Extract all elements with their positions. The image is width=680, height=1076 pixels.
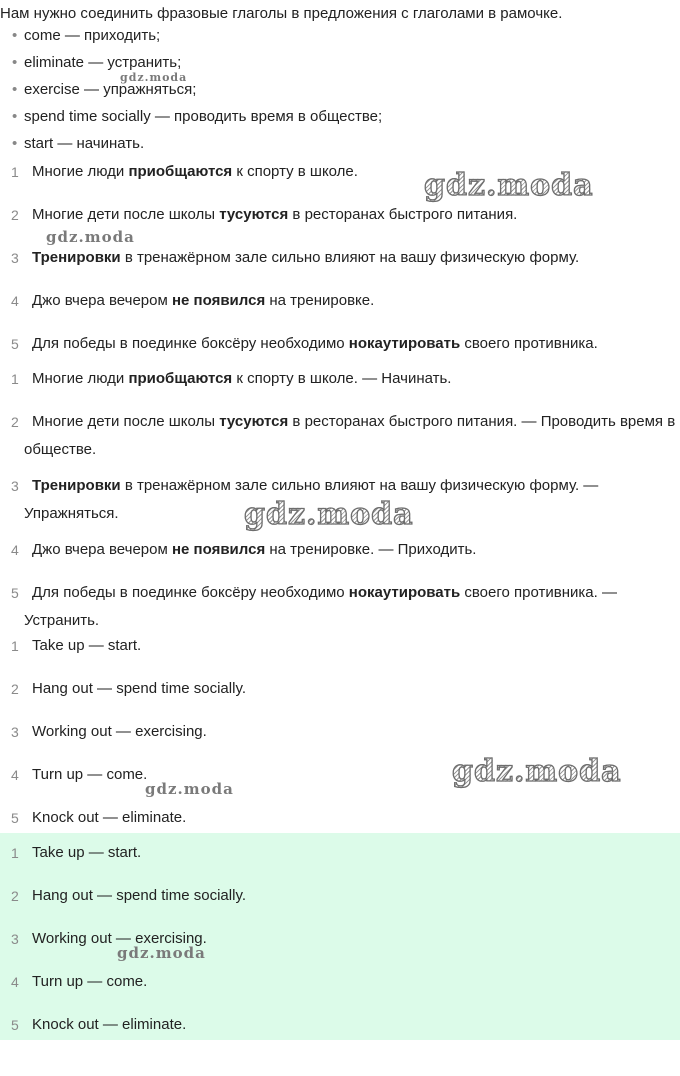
item-number: 3 [11, 250, 19, 266]
sentence-pre: Многие люди [32, 163, 129, 180]
watermark: gdz.moda [145, 780, 234, 798]
watermark: gdz.moda [244, 497, 414, 532]
list-item [12, 134, 382, 161]
list-item [0, 536, 680, 579]
sentence-verb: нокаутировать [348, 335, 461, 352]
intro-text: Нам нужно соединить фразовые глаголы в предложения с глаголами в рамочке. [0, 5, 563, 22]
sentence-verb: нокаутировать [348, 584, 461, 601]
bullet-icon: • [12, 135, 18, 152]
sentence-post: в ресторанах быстрого питания. — Проводить время в обществе. [24, 413, 676, 458]
answer-text: Turn up — come. [32, 973, 148, 990]
item-number: 4 [11, 542, 19, 558]
sentence-pre: Многие дети после школы [32, 206, 220, 223]
item-number: 1 [11, 164, 19, 180]
list-item [0, 408, 680, 472]
item-number: 2 [11, 681, 19, 697]
verb-item: come — приходить; [24, 27, 161, 44]
sentence-post: к спорту в школе. [232, 163, 358, 180]
list-item [0, 1011, 680, 1054]
bullet-icon: • [12, 27, 18, 44]
list-item [0, 761, 680, 804]
answer-text: Knock out — eliminate. [32, 1016, 187, 1033]
sentence-verb: приобщаются [128, 163, 233, 180]
answer-text: Take up — start. [32, 844, 142, 861]
list-item [0, 718, 680, 761]
sentence-post: в тренажёрном зале сильно влияют на вашу физическую форму. [120, 249, 580, 266]
answer-text: Working out — exercising. [32, 723, 207, 740]
item-number: 3 [11, 478, 19, 494]
list-item [12, 26, 382, 53]
sentence-pre: Для победы в поединке боксёру необходимо [32, 335, 349, 352]
bullet-icon: • [12, 81, 18, 98]
item-number: 2 [11, 888, 19, 904]
item-number: 1 [11, 845, 19, 861]
list-item [0, 925, 680, 968]
sentence-post: в ресторанах быстрого питания. [288, 206, 518, 223]
verb-item: exercise — упражняться; [24, 81, 197, 98]
final-answer-list [0, 839, 680, 1054]
item-number: 1 [11, 371, 19, 387]
sentence-verb: тусуются [219, 206, 289, 223]
answer-text: Working out — exercising. [32, 930, 207, 947]
answer-text: Knock out — eliminate. [32, 809, 187, 826]
watermark: gdz.moda [424, 168, 594, 203]
item-number: 3 [11, 724, 19, 740]
sentence-pre: Многие дети после школы [32, 413, 220, 430]
sentence-pre: Джо вчера вечером [32, 292, 172, 309]
list-item [12, 53, 382, 80]
verb-list [12, 26, 382, 161]
item-number: 5 [11, 585, 19, 601]
item-number: 4 [11, 293, 19, 309]
sentence-pre: Джо вчера вечером [32, 541, 172, 558]
answer-list-en [0, 632, 680, 847]
verb-item: start — начинать. [24, 135, 145, 152]
item-number: 1 [11, 638, 19, 654]
answer-list-ru [0, 365, 680, 643]
answer-text: Hang out — spend time socially. [32, 680, 246, 697]
list-item [0, 968, 680, 1011]
sentence-pre: Многие люди [32, 370, 129, 387]
sentence-list [0, 158, 680, 373]
list-item [0, 472, 680, 536]
list-item [0, 244, 680, 287]
list-item [0, 675, 680, 718]
sentence-post: на тренировке. [265, 292, 375, 309]
item-number: 5 [11, 336, 19, 352]
verb-item: spend time socially — проводить время в обществе; [24, 108, 383, 125]
sentence-verb: тусуются [219, 413, 289, 430]
sentence-verb: Тренировки [32, 249, 121, 266]
watermark: gdz.moda [452, 754, 622, 789]
bullet-icon: • [12, 108, 18, 125]
list-item [0, 839, 680, 882]
item-number: 4 [11, 974, 19, 990]
list-item [0, 882, 680, 925]
sentence-verb: приобщаются [128, 370, 233, 387]
watermark: gdz.moda [117, 944, 206, 962]
sentence-pre: Для победы в поединке боксёру необходимо [32, 584, 349, 601]
answer-text: Take up — start. [32, 637, 142, 654]
item-number: 3 [11, 931, 19, 947]
list-item [0, 158, 680, 201]
answer-text: Hang out — spend time socially. [32, 887, 246, 904]
list-item [12, 107, 382, 134]
list-item [0, 365, 680, 408]
item-number: 5 [11, 1017, 19, 1033]
verb-item: eliminate — устранить; [24, 54, 182, 71]
sentence-post: к спорту в школе. — Начинать. [232, 370, 452, 387]
answer-text: Turn up — come. [32, 766, 148, 783]
list-item [12, 80, 382, 107]
item-number: 5 [11, 810, 19, 826]
item-number: 2 [11, 207, 19, 223]
sentence-verb: не появился [171, 292, 266, 309]
item-number: 2 [11, 414, 19, 430]
sentence-post: в тренажёрном зале сильно влияют на вашу физическую форму. — Упражняться. [24, 477, 599, 522]
bullet-icon: • [12, 54, 18, 71]
sentence-verb: не появился [171, 541, 266, 558]
watermark: gdz.moda [46, 228, 135, 246]
list-item [0, 201, 680, 244]
sentence-post: своего противника. — Устранить. [24, 584, 617, 629]
sentence-post: на тренировке. — Приходить. [265, 541, 477, 558]
list-item [0, 287, 680, 330]
item-number: 4 [11, 767, 19, 783]
sentence-post: своего противника. [460, 335, 598, 352]
watermark: gdz.moda [120, 71, 188, 84]
list-item [0, 632, 680, 675]
sentence-verb: Тренировки [32, 477, 121, 494]
